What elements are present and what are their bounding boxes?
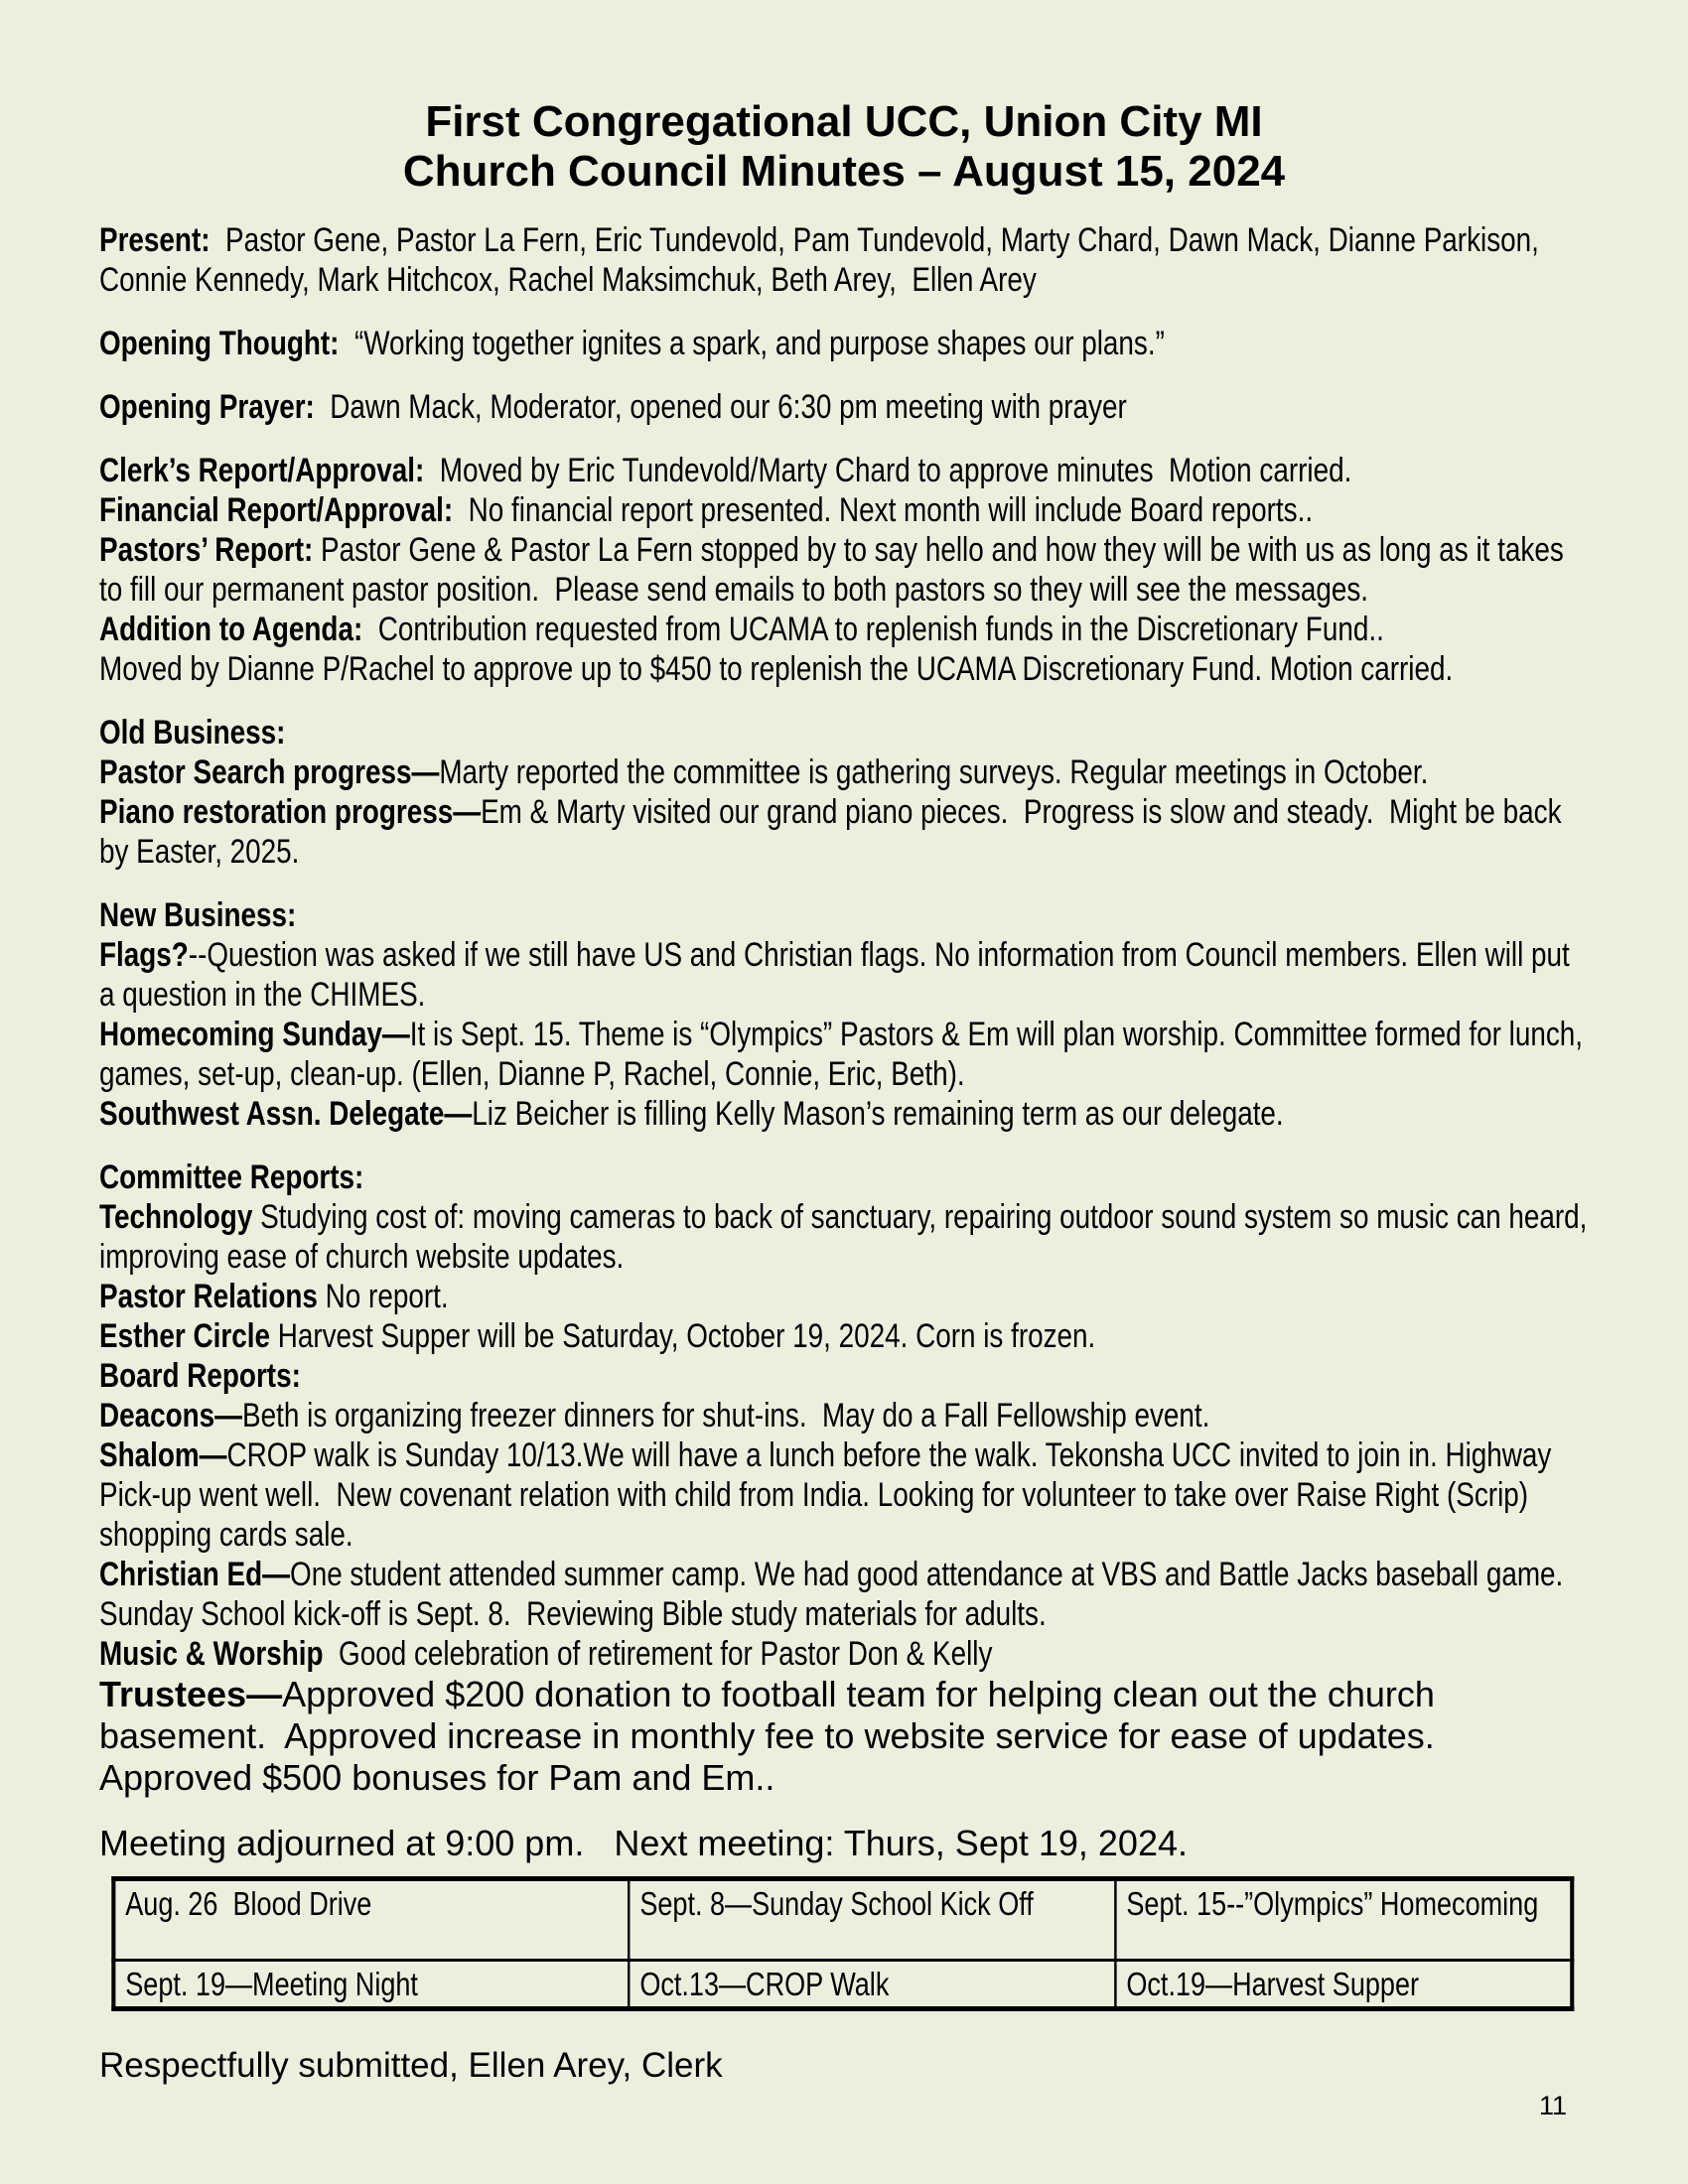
bold-text-run: Pastor Search progress— (99, 753, 440, 791)
text-run: Moved by Eric Tundevold/Marty Chard to approve minutes Motion carried. (424, 452, 1352, 489)
events-table (111, 1876, 1574, 2011)
text-run: --Question was asked if we still have US and Christian flags. No information from Council members. Ellen will put a question in the CHIMES. (99, 936, 1578, 1014)
adjournment-line (99, 1823, 1589, 1864)
bold-text-run: Opening Prayer: (99, 388, 315, 426)
bold-text-run: Piano restoration progress— (99, 793, 482, 831)
opening-thought (99, 324, 1589, 363)
shalom-report (99, 1435, 1589, 1555)
text-run: It is Sept. 15. Theme is “Olympics” Pastors & Em will plan worship. Committee formed for lunch, games, set-up, clean-up. (Ellen, Dianne P, Rachel, Connie, Eric, Beth). (99, 1016, 1591, 1093)
bold-text-run: Pastor Relations (99, 1278, 326, 1315)
page-number: 11 (1538, 2091, 1567, 2120)
text-run: Beth is organizing freezer dinners for shut-ins. May do a Fall Fellowship event. (242, 1397, 1210, 1434)
calendar-cell: Oct.19—Harvest Supper (1115, 1961, 1572, 2009)
text-run: CROP walk is Sunday 10/13.We will have a lunch before the walk. Tekonsha UCC invited to join in. Highway Pick-up went well. New covenant relation with child from India. Looking for volunteer to take over Raise Right (Scrip) shopping cards sale. (99, 1436, 1560, 1554)
committee-reports-heading (99, 1158, 1589, 1197)
text-run: No report. (325, 1278, 449, 1315)
bold-text-run: Opening Thought: (99, 325, 340, 362)
text-run: Dawn Mack, Moderator, opened our 6:30 pm meeting with prayer (314, 388, 1127, 426)
board-reports-heading (99, 1356, 1589, 1396)
text-run: Moved by Dianne P/Rachel to approve up to $450 to replenish the UCAMA Discretionary Fund. Motion carried. (99, 650, 1454, 688)
text-run: Studying cost of: moving cameras to back of sanctuary, repairing outdoor sound system so music can heard, improving ease of church website updates. (99, 1198, 1596, 1276)
title-line-1: First Congregational UCC, Union City MI (425, 97, 1263, 146)
bold-text-run: Present: (99, 221, 211, 259)
bold-text-run: Shalom— (99, 1436, 227, 1474)
closing-line: Respectfully submitted, Ellen Arey, Clerk (99, 2046, 723, 2085)
text-run: One student attended summer camp. We had good attendance at VBS and Battle Jacks baseball game. Sunday School kick-off is Sept. 8. Reviewing Bible study materials for adults. (99, 1556, 1572, 1633)
piano-restoration-progress (99, 792, 1589, 872)
pastor-relations-report (99, 1277, 1589, 1316)
text-run: Good celebration of retirement for Pastor Don & Kelly (323, 1635, 993, 1673)
bold-text-run: Flags? (99, 936, 189, 974)
text-run: Pastor Gene, Pastor La Fern, Eric Tundevold, Pam Tundevold, Marty Chard, Dawn Mack, Dianne Parkison, Connie Kennedy, Mark Hitchcox, Rachel Maksimchuk, Beth Arey, Ellen Arey (99, 221, 1547, 299)
financial-report (99, 490, 1589, 530)
deacons-report (99, 1396, 1589, 1435)
bold-text-run: Old Business: (99, 714, 286, 751)
text-run: Contribution requested from UCAMA to replenish funds in the Discretionary Fund.. (362, 611, 1384, 648)
bold-text-run: New Business: (99, 896, 297, 934)
calendar-cell: Sept. 19—Meeting Night (113, 1961, 629, 2009)
addition-to-agenda (99, 610, 1589, 649)
events-table-body (113, 1879, 1572, 2009)
text-run: Liz Beicher is filling Kelly Mason’s remaining term as our delegate. (472, 1095, 1284, 1133)
pastor-search-progress (99, 752, 1589, 792)
calendar-cell: Sept. 8—Sunday School Kick Off (629, 1879, 1115, 1961)
bold-text-run: Addition to Agenda: (99, 611, 363, 648)
bold-text-run: Technology (99, 1198, 261, 1236)
bold-text-run: Music & Worship (99, 1635, 324, 1673)
table-row (113, 1879, 1572, 1961)
music-worship-report (99, 1634, 1589, 1674)
calendar-cell: Aug. 26 Blood Drive (113, 1879, 629, 1961)
bold-text-run: Southwest Assn. Delegate— (99, 1095, 473, 1133)
christian-ed-report (99, 1555, 1589, 1634)
pastors-report (99, 530, 1589, 610)
bold-text-run: Pastors’ Report: (99, 531, 322, 569)
bold-text-run: Christian Ed— (99, 1556, 291, 1593)
trustees-report (99, 1674, 1589, 1799)
text-run: Em & Marty visited our grand piano pieces. Progress is slow and steady. Might be back by Easter, 2025. (99, 793, 1570, 871)
text-run: Marty reported the committee is gathering surveys. Regular meetings in October. (439, 753, 1429, 791)
present-paragraph (99, 220, 1589, 300)
bold-text-run: Board Reports: (99, 1357, 301, 1395)
bold-text-run: Homecoming Sunday— (99, 1016, 410, 1053)
bold-text-run: Financial Report/Approval: (99, 491, 454, 529)
text-run: No financial report presented. Next month will include Board reports.. (453, 491, 1314, 529)
text-run: Approved $200 donation to football team for helping clean out the church basement. Approved increase in monthly fee to website service for ease of updates. Approved $500 bonuses for Pam and Em.. (99, 1674, 1453, 1798)
text-run: “Working together ignites a spark, and purpose shapes our plans.” (339, 325, 1165, 362)
bold-text-run: Trustees— (99, 1674, 283, 1714)
calendar-cell: Oct.13—CROP Walk (629, 1961, 1115, 2009)
document-content (99, 0, 1596, 2087)
new-business-heading (99, 895, 1589, 935)
clerks-report (99, 451, 1589, 490)
esther-circle-report (99, 1316, 1589, 1356)
old-business-heading (99, 713, 1589, 752)
homecoming-sunday (99, 1015, 1589, 1094)
document-paragraphs (99, 220, 1596, 1864)
text-run: Harvest Supper will be Saturday, October 19, 2024. Corn is frozen. (277, 1317, 1096, 1355)
calendar-cell: Sept. 15--”Olympics” Homecoming (1115, 1879, 1572, 1961)
flags-item (99, 935, 1589, 1015)
title-line-2: Church Council Minutes – August 15, 2024 (402, 147, 1286, 196)
technology-report (99, 1197, 1596, 1277)
text-run: Pastor Gene & Pastor La Fern stopped by to say hello and how they will be with us as long as it takes to fill our permanent pastor position. Please send emails to both pastors so they will see the messages. (99, 531, 1572, 609)
document-title (99, 97, 1589, 197)
southwest-assn-delegate (99, 1094, 1589, 1134)
events-table-wrap (99, 1876, 1589, 2011)
ucama-motion (99, 649, 1589, 689)
bold-text-run: Deacons— (99, 1397, 243, 1434)
bold-text-run: Esther Circle (99, 1317, 278, 1355)
opening-prayer (99, 387, 1589, 427)
bold-text-run: Committee Reports: (99, 1159, 364, 1196)
text-run: Meeting adjourned at 9:00 pm. Next meeting: Thurs, Sept 19, 2024. (99, 1823, 1188, 1863)
bold-text-run: Clerk’s Report/Approval: (99, 452, 425, 489)
table-row (113, 1961, 1572, 2009)
